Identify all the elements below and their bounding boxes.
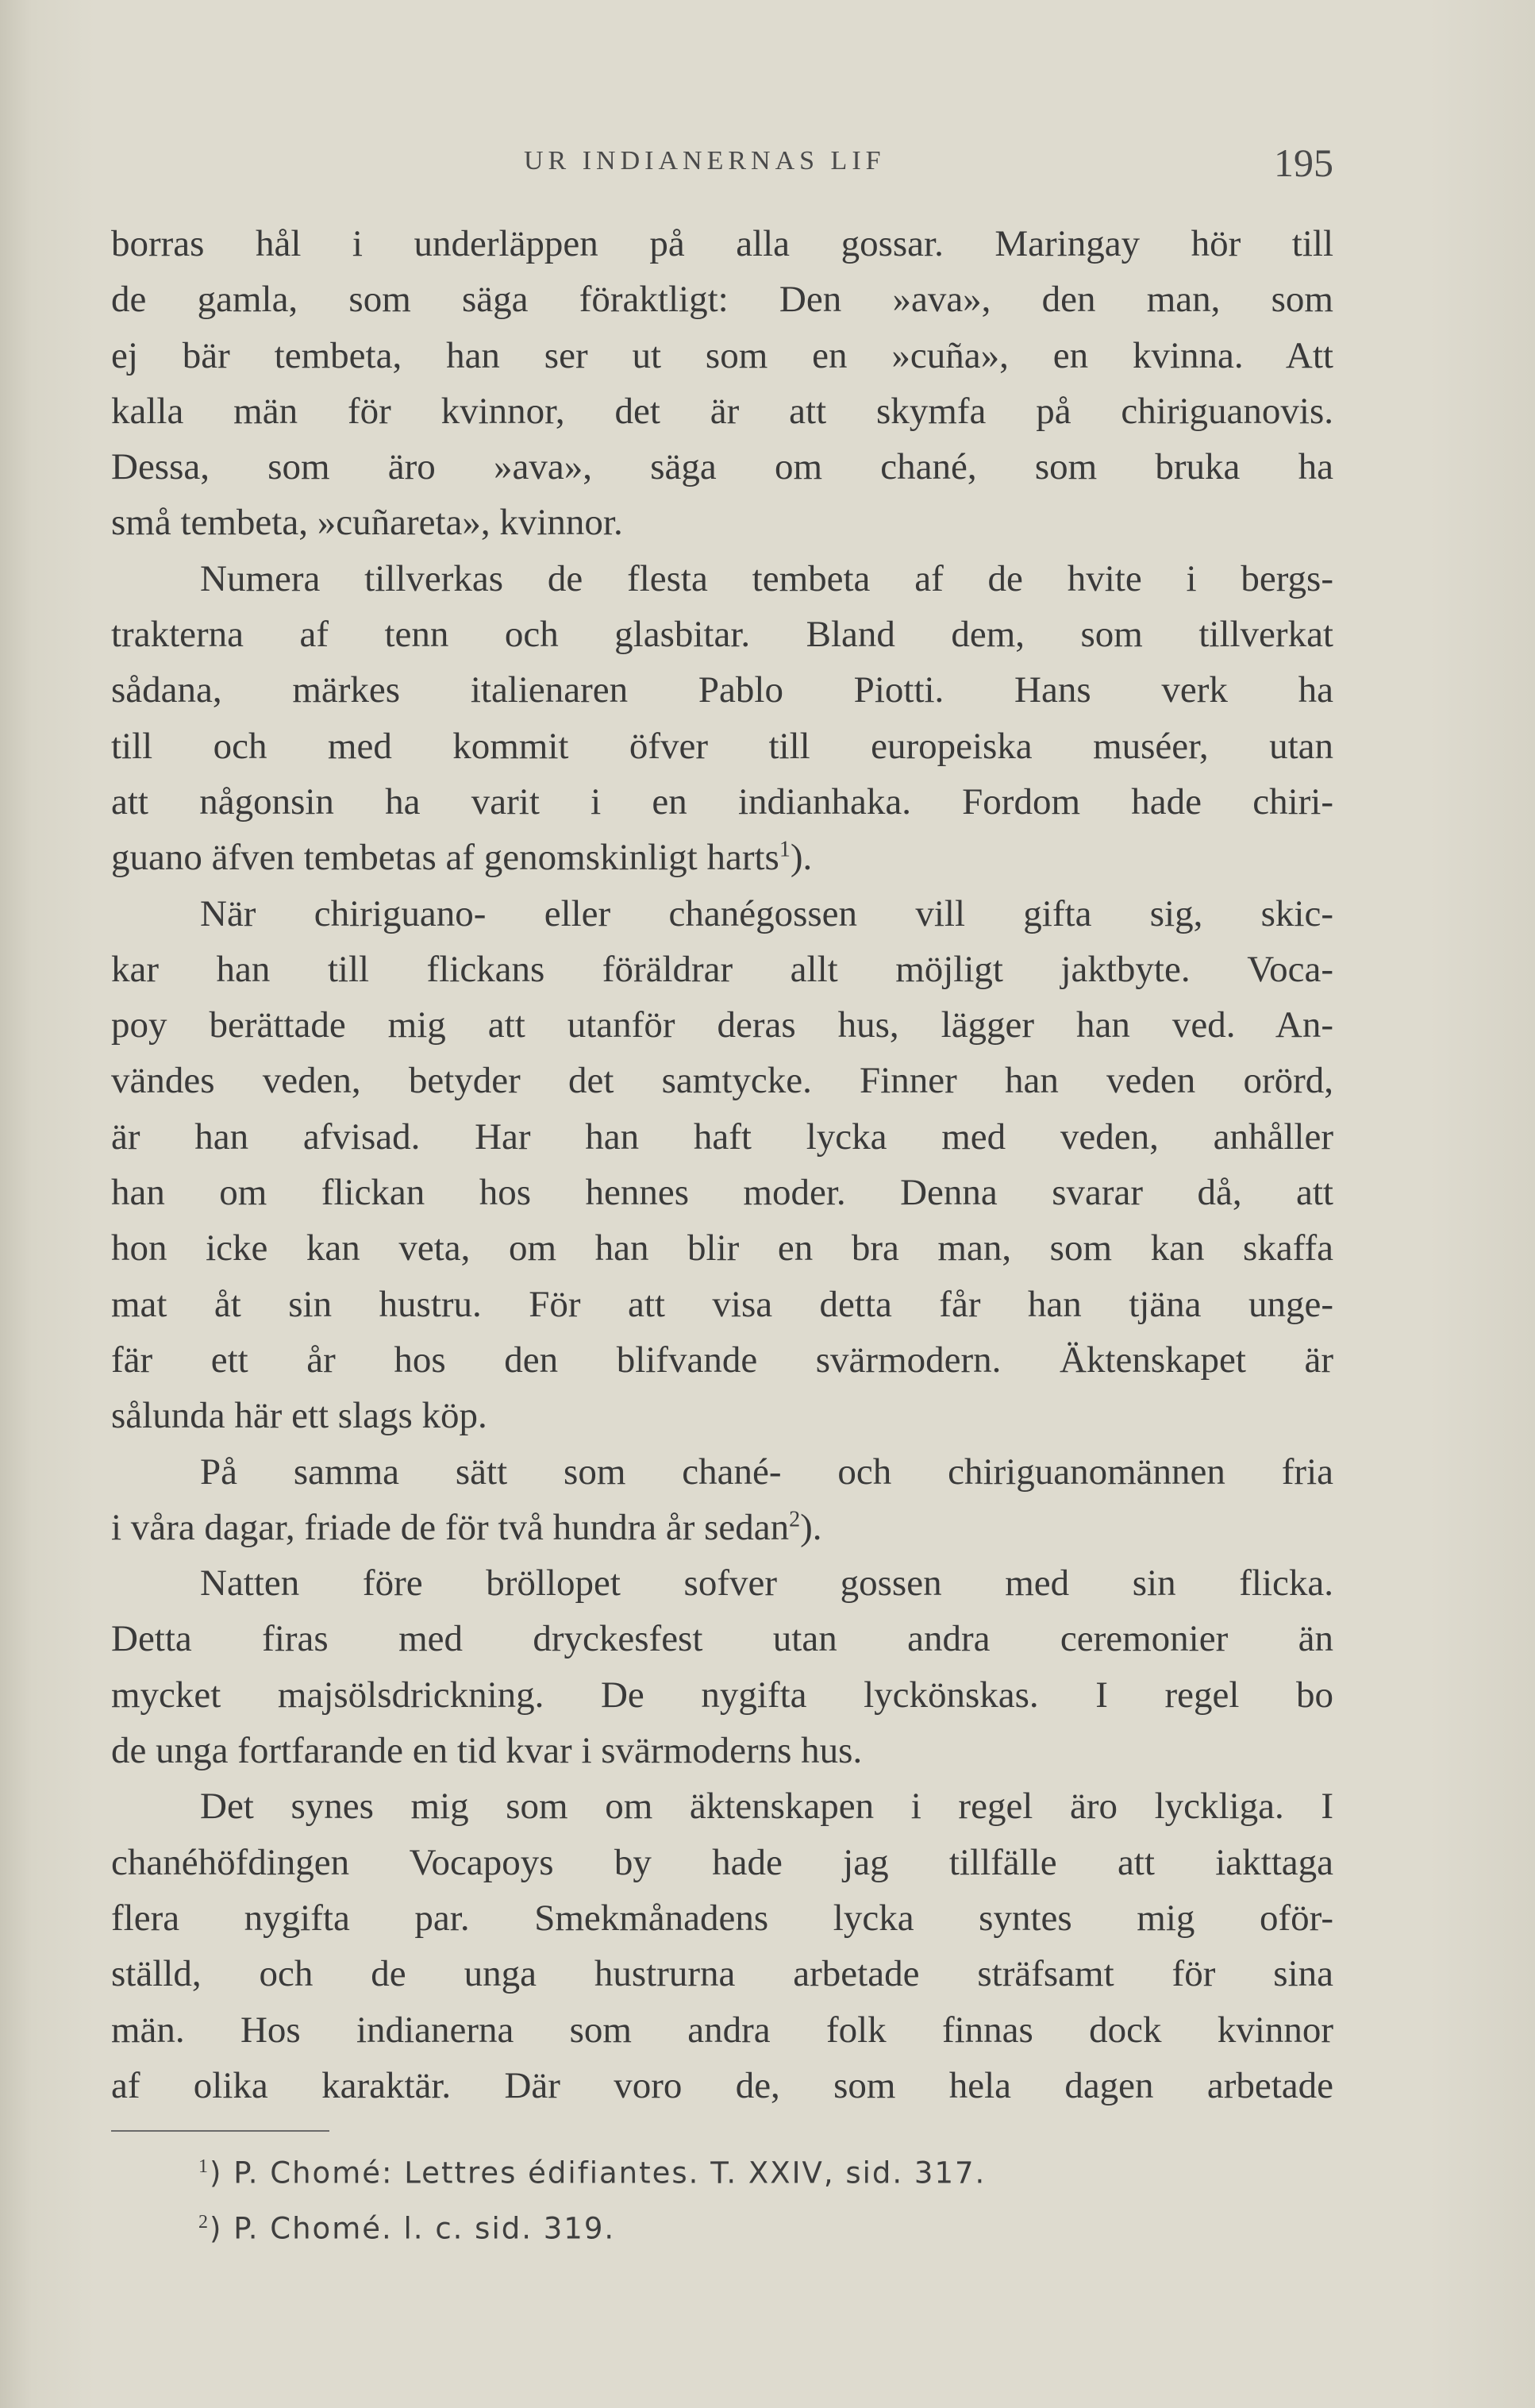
text-line: borras hål i underläppen på alla gossar. Maringay hör till bbox=[111, 223, 1333, 264]
paragraph-last-line bbox=[111, 1723, 1333, 1778]
text-line: sådana, märkes italienaren Pablo Piotti. Hans verk ha bbox=[111, 669, 1333, 711]
text-line: Numera tillverkas de flesta tembeta af de hvite i bergs- bbox=[200, 557, 1333, 599]
text-line: På samma sätt som chané- och chiriguanomännen fria bbox=[200, 1451, 1333, 1493]
text-line: trakterna af tenn och glasbitar. Bland dem, som tillverkat bbox=[111, 614, 1333, 656]
page-number: 195 bbox=[1274, 141, 1333, 185]
text-line: Detta firas med dryckesfest utan andra ceremonier än bbox=[111, 1618, 1333, 1660]
text-line: kalla män för kvinnor, det är att skymfa på chiriguanovis. bbox=[111, 390, 1333, 432]
text-line: poy berättade mig att utanför deras hus, lägger han ved. An- bbox=[111, 1004, 1333, 1046]
text-line: sålunda här ett slags köp. bbox=[111, 1395, 487, 1437]
footnote-ref-suffix: ). bbox=[800, 1506, 822, 1548]
text-line: kar han till flickans föräldrar allt möjligt jaktbyte. Voca- bbox=[111, 948, 1333, 990]
footnote-marker: 2 bbox=[198, 2212, 210, 2233]
paragraph bbox=[111, 1778, 1333, 2113]
text-line: ställd, och de unga hustrurna arbetade sträfsamt för sina bbox=[111, 1953, 1333, 1995]
text-line: han om flickan hos hennes moder. Denna svarar då, att bbox=[111, 1172, 1333, 1214]
text-line: att någonsin ha varit i en indianhaka. Fordom hade chiri- bbox=[111, 780, 1333, 823]
text-line: flera nygifta par. Smekmånadens lycka syntes mig oför- bbox=[111, 1897, 1333, 1939]
paragraph-last-line bbox=[111, 830, 1333, 885]
text-line: mat åt sin hustru. För att visa detta får han tjäna unge- bbox=[111, 1283, 1333, 1325]
text-line: fär ett år hos den blifvande svärmodern. Äktenskapet är bbox=[111, 1339, 1333, 1381]
text-line: chanéhöfdingen Vocapoys by hade jag tillfälle att iakttaga bbox=[111, 1841, 1333, 1883]
paragraph bbox=[111, 1444, 1333, 1500]
footnote bbox=[198, 2142, 1230, 2198]
paragraph-last-line bbox=[111, 495, 1333, 550]
body-text bbox=[111, 216, 1333, 2113]
text-line: till och med kommit öfver till europeiska muséer, utan bbox=[111, 725, 1333, 767]
footnotes bbox=[198, 2142, 1230, 2254]
text-line: Natten före bröllopet sofver gossen med sin flicka. bbox=[200, 1562, 1333, 1605]
footnote-divider bbox=[111, 2130, 329, 2132]
text-line: När chiriguano- eller chanégossen vill gifta sig, skic- bbox=[200, 892, 1333, 934]
paragraph bbox=[111, 886, 1333, 1389]
footnote-ref-suffix: ). bbox=[790, 837, 813, 879]
text-line: hon icke kan veta, om han blir en bra man, som kan skaffa bbox=[111, 1227, 1333, 1269]
text-line: Dessa, som äro »ava», säga om chané, som bruka ha bbox=[111, 446, 1333, 488]
text-line: guano äfven tembetas af genomskinligt harts bbox=[111, 837, 779, 879]
running-title: UR INDIANERNAS LIF bbox=[524, 146, 886, 175]
paragraph-last-line bbox=[111, 1500, 1333, 1555]
text-line: ej bär tembeta, han ser ut som en »cuña», en kvinna. Att bbox=[111, 334, 1333, 376]
paragraph-last-line bbox=[111, 1388, 1333, 1443]
paragraph bbox=[111, 1555, 1333, 1723]
text-line: små tembeta, »cuñareta», kvinnor. bbox=[111, 502, 623, 544]
text-line: de unga fortfarande en tid kvar i svärmoderns hus. bbox=[111, 1730, 863, 1772]
text-line: män. Hos indianerna som andra folk finnas dock kvinnor bbox=[111, 2009, 1333, 2051]
footnote-text: ) P. Chomé. l. c. sid. 319. bbox=[210, 2211, 616, 2246]
paragraph bbox=[111, 551, 1333, 830]
footnote-ref[interactable]: 1 bbox=[779, 837, 791, 862]
footnote-text: ) P. Chomé: Lettres édifiantes. T. XXIV, sid. 317. bbox=[210, 2156, 987, 2190]
footnote-marker: 1 bbox=[198, 2156, 210, 2177]
footnote-ref[interactable]: 2 bbox=[789, 1507, 801, 1532]
text-line: är han afvisad. Har han haft lycka med veden, anhåller bbox=[111, 1115, 1333, 1158]
text-line: af olika karaktär. Där voro de, som hela dagen arbetade bbox=[111, 2064, 1333, 2106]
text-line: Det synes mig som om äktenskapen i regel äro lyckliga. I bbox=[200, 1786, 1333, 1828]
text-line: de gamla, som säga föraktligt: Den »ava», den man, som bbox=[111, 279, 1333, 321]
paragraph bbox=[111, 216, 1333, 495]
footnote bbox=[198, 2198, 1230, 2253]
text-line: mycket majsölsdrickning. De nygifta lyckönskas. I regel bo bbox=[111, 1674, 1333, 1716]
text-line: i våra dagar, friade de för två hundra år sedan bbox=[111, 1506, 790, 1548]
running-head bbox=[111, 140, 1333, 187]
text-line: vändes veden, betyder det samtycke. Finner han veden orörd, bbox=[111, 1060, 1333, 1102]
